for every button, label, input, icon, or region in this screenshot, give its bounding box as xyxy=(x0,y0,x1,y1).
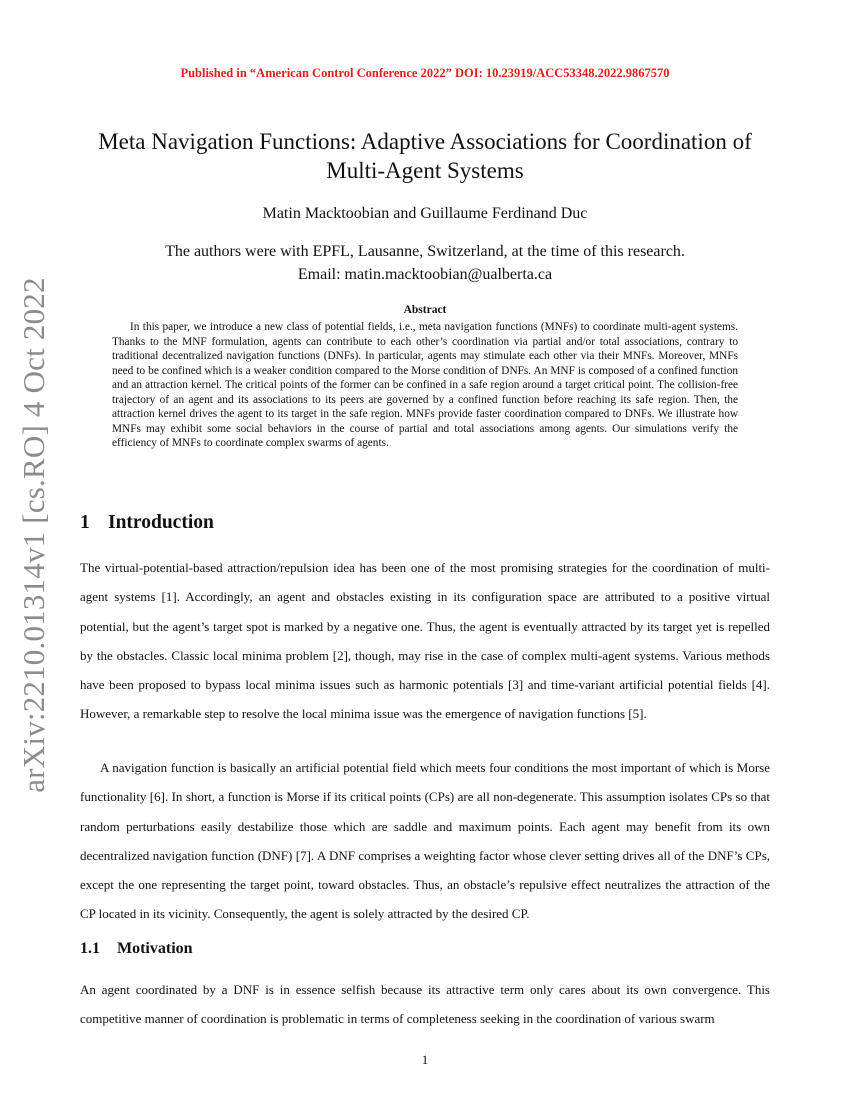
page-number: 1 xyxy=(421,1052,429,1067)
publication-note: Published in “American Control Conference 2022” DOI: 10.23919/ACC53348.2022.9867570 xyxy=(180,66,670,80)
paper-title: Meta Navigation Functions: Adaptive Associations for Coordination of Multi-Agent Systems xyxy=(98,129,752,183)
section-heading-introduction xyxy=(80,512,214,534)
section-title: Introduction xyxy=(108,512,214,533)
motivation-paragraph-1: An agent coordinated by a DNF is in essence selfish because its attractive term only cares about its own convergence. This competitive manner of coordination is problematic in terms of completeness seeking in the coordination of various swarm xyxy=(80,982,770,1027)
intro-paragraph-2: A navigation function is basically an artificial potential field which meets four conditions the most important of which is Morse functionality [6]. In short, a function is Morse if its critical points (CPs) are all non-degenerate. This assumption isolates CPs so that random perturbations easily destabilize those which are saddle and maximum points. Each agent may benefit from its own decentralized navigation function (DNF) [7]. A DNF comprises a weighting factor whose clever setting drives all of the DNF’s CPs, except the one representing the target point, toward obstacles. Thus, an obstacle’s repulsive effect neutralizes the attraction of the CP located in its vicinity. Consequently, the agent is solely attracted by the desired CP. xyxy=(80,760,770,922)
affiliation-block xyxy=(0,240,850,286)
subsection-number: 1.1 xyxy=(80,940,100,957)
affiliation: The authors were with EPFL, Lausanne, Switzerland, at the time of this research. xyxy=(165,243,685,260)
abstract-text: In this paper, we introduce a new class of potential fields, i.e., meta navigation functions (MNFs) to coordinate multi-agent systems. Thanks to the MNF formulation, agents can contribute to each other’s coordination via partial and/or total associations, contrary to traditional decentralized navigation functions (DNFs). In particular, agents may stimulate each other via their MNFs. Moreover, MNFs need to be confined which is a weaker condition compared to the Morse condition of DNFs. An MNF is composed of a confined function and an attraction kernel. The critical points of the former can be confined in a safe region around a target critical point. The collision-free trajectory of an agent and its associations to its peers are governed by a confined function before reaching its safe region. Then, the attraction kernel drives the agent to its target in the safe region. MNFs provide faster coordination compared to DNFs. We illustrate how MNFs may exhibit some social behaviors in the course of partial and total associations among agents. Our simulations verify the efficiency of MNFs to coordinate complex swarms of agents. xyxy=(112,321,738,449)
subsection-title: Motivation xyxy=(117,940,193,957)
paper-authors: Matin Macktoobian and Guillaume Ferdinand Duc xyxy=(262,205,588,222)
section-number: 1 xyxy=(80,512,90,533)
abstract-heading: Abstract xyxy=(403,304,447,316)
intro-paragraph-1: The virtual-potential-based attraction/repulsion idea has been one of the most promising strategies for the coordination of multi-agent systems [1]. Accordingly, an agent and obstacles existing in its configuration space are attributed to a positive virtual potential, but the agent’s target spot is marked by a negative one. Thus, the agent is eventually attracted by its target yet is repelled by the obstacles. Classic local minima problem [2], though, may rise in the case of complex multi-agent systems. Various methods have been proposed to bypass local minima issues such as harmonic potentials [3] and time-variant artificial potential fields [4]. However, a remarkable step to resolve the local minima issue was the emergence of navigation functions [5]. xyxy=(80,560,770,722)
arxiv-stamp: arXiv:2210.01314v1 [cs.RO] 4 Oct 2022 xyxy=(16,277,51,793)
author-email: Email: matin.macktoobian@ualberta.ca xyxy=(297,266,553,283)
subsection-heading-motivation xyxy=(80,940,193,958)
